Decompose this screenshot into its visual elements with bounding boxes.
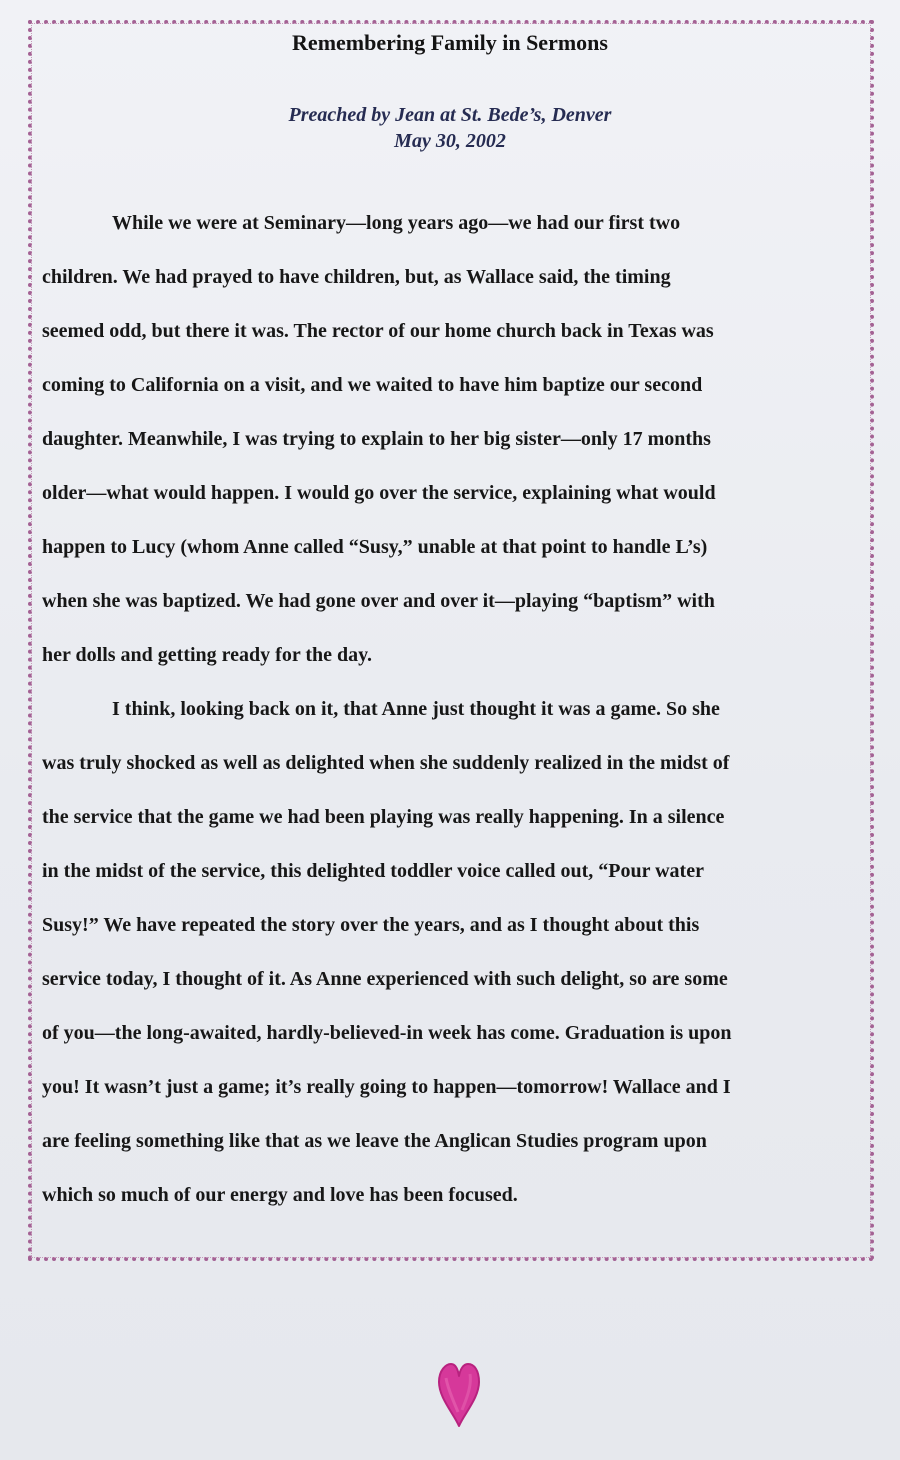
text-line: daughter. Meanwhile, I was trying to explain to her big sister—only 17 months: [42, 428, 711, 450]
text-line: While we were at Seminary—long years ago—we had our first two: [112, 212, 681, 234]
heart-icon: [436, 1360, 482, 1430]
text-line: coming to California on a visit, and we waited to have him baptize our second: [42, 374, 703, 396]
text-line: Susy!” We have repeated the story over the years, and as I thought about this: [42, 914, 700, 936]
text-line: was truly shocked as well as delighted when she suddenly realized in the midst of: [42, 752, 730, 774]
text-line: seemed odd, but there it was. The rector of our home church back in Texas was: [42, 320, 714, 342]
text-line: children. We had prayed to have children, but, as Wallace said, the timing: [42, 266, 671, 288]
byline-preacher: Preached by Jean at St. Bede’s, Denver: [288, 104, 612, 126]
text-line: when she was baptized. We had gone over and over it—playing “baptism” with: [42, 590, 715, 612]
text-line: you! It wasn’t just a game; it’s really going to happen—tomorrow! Wallace and I: [42, 1076, 731, 1098]
text-line: I think, looking back on it, that Anne just thought it was a game. So she: [112, 698, 720, 720]
byline-date: May 30, 2002: [394, 130, 506, 152]
text-line: the service that the game we had been playing was really happening. In a silence: [42, 806, 725, 828]
text-line: happen to Lucy (whom Anne called “Susy,” unable at that point to handle L’s): [42, 536, 708, 558]
sermon-body: [42, 196, 862, 1222]
text-line: of you—the long-awaited, hardly-believed-in week has come. Graduation is upon: [42, 1022, 732, 1044]
text-line: which so much of our energy and love has been focused.: [42, 1184, 518, 1206]
text-line: her dolls and getting ready for the day.: [42, 644, 373, 666]
sermon-byline: [0, 102, 900, 154]
text-line: are feeling something like that as we leave the Anglican Studies program upon: [42, 1130, 707, 1152]
text-line: service today, I thought of it. As Anne experienced with such delight, so are some: [42, 968, 728, 990]
text-line: older—what would happen. I would go over the service, explaining what would: [42, 482, 716, 504]
text-line: in the midst of the service, this delighted toddler voice called out, “Pour water: [42, 860, 704, 882]
page-title: Remembering Family in Sermons: [292, 30, 608, 55]
